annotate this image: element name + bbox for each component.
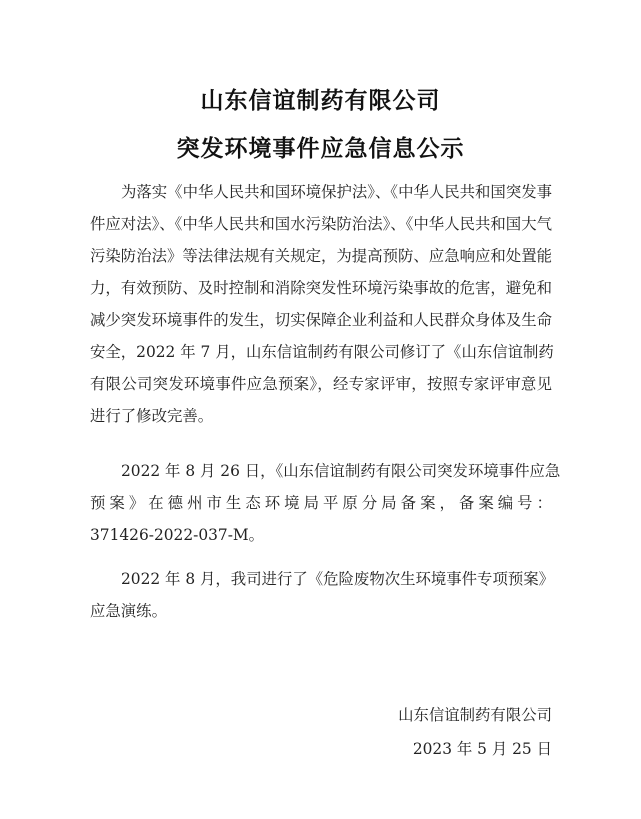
paragraph-line: 力，有效预防、及时控制和消除突发性环境污染事故的危害，避免和 (90, 279, 552, 297)
paragraph-line: 件应对法》、《中华人民共和国水污染防治法》、《中华人民共和国大气 (90, 215, 552, 233)
document-title-subject: 突发环境事件应急信息公示 (176, 136, 465, 162)
document-title-company: 山东信谊制药有限公司 (200, 88, 441, 114)
paragraph-drill (90, 563, 555, 627)
paragraph-line: 为落实《中华人民共和国环境保护法》、《中华人民共和国突发事 (121, 183, 552, 201)
paragraph-line: 预案》在德州市生态环境局平原分局备案，备案编号： (90, 494, 552, 512)
paragraph-line: 应急演练。 (90, 602, 167, 620)
paragraph-filing-record (90, 455, 561, 551)
paragraph-line: 安全，2022 年 7 月，山东信谊制药有限公司修订了《山东信谊制药 (90, 343, 554, 361)
paragraph-line: 有限公司突发环境事件应急预案》，经专家评审，按照专家评审意见 (90, 375, 552, 393)
signature-date: 2023 年 5 月 25 日 (412, 740, 552, 758)
paragraph-line: 371426-2022-037-M。 (90, 526, 265, 544)
paragraph-line: 2022 年 8 月 26 日，《山东信谊制药有限公司突发环境事件应急 (121, 462, 561, 480)
paragraph-legal-basis (90, 176, 552, 432)
paragraph-line: 减少突发环境事件的发生，切实保障企业利益和人民群众身体及生命 (90, 311, 552, 329)
signature-company: 山东信谊制药有限公司 (398, 706, 552, 724)
paragraph-line: 2022 年 8 月，我司进行了《危险废物次生环境事件专项预案》 (121, 570, 555, 588)
paragraph-line: 进行了修改完善。 (90, 407, 214, 425)
paragraph-line: 污染防治法》等法律法规有关规定，为提高预防、应急响应和处置能 (90, 247, 552, 265)
